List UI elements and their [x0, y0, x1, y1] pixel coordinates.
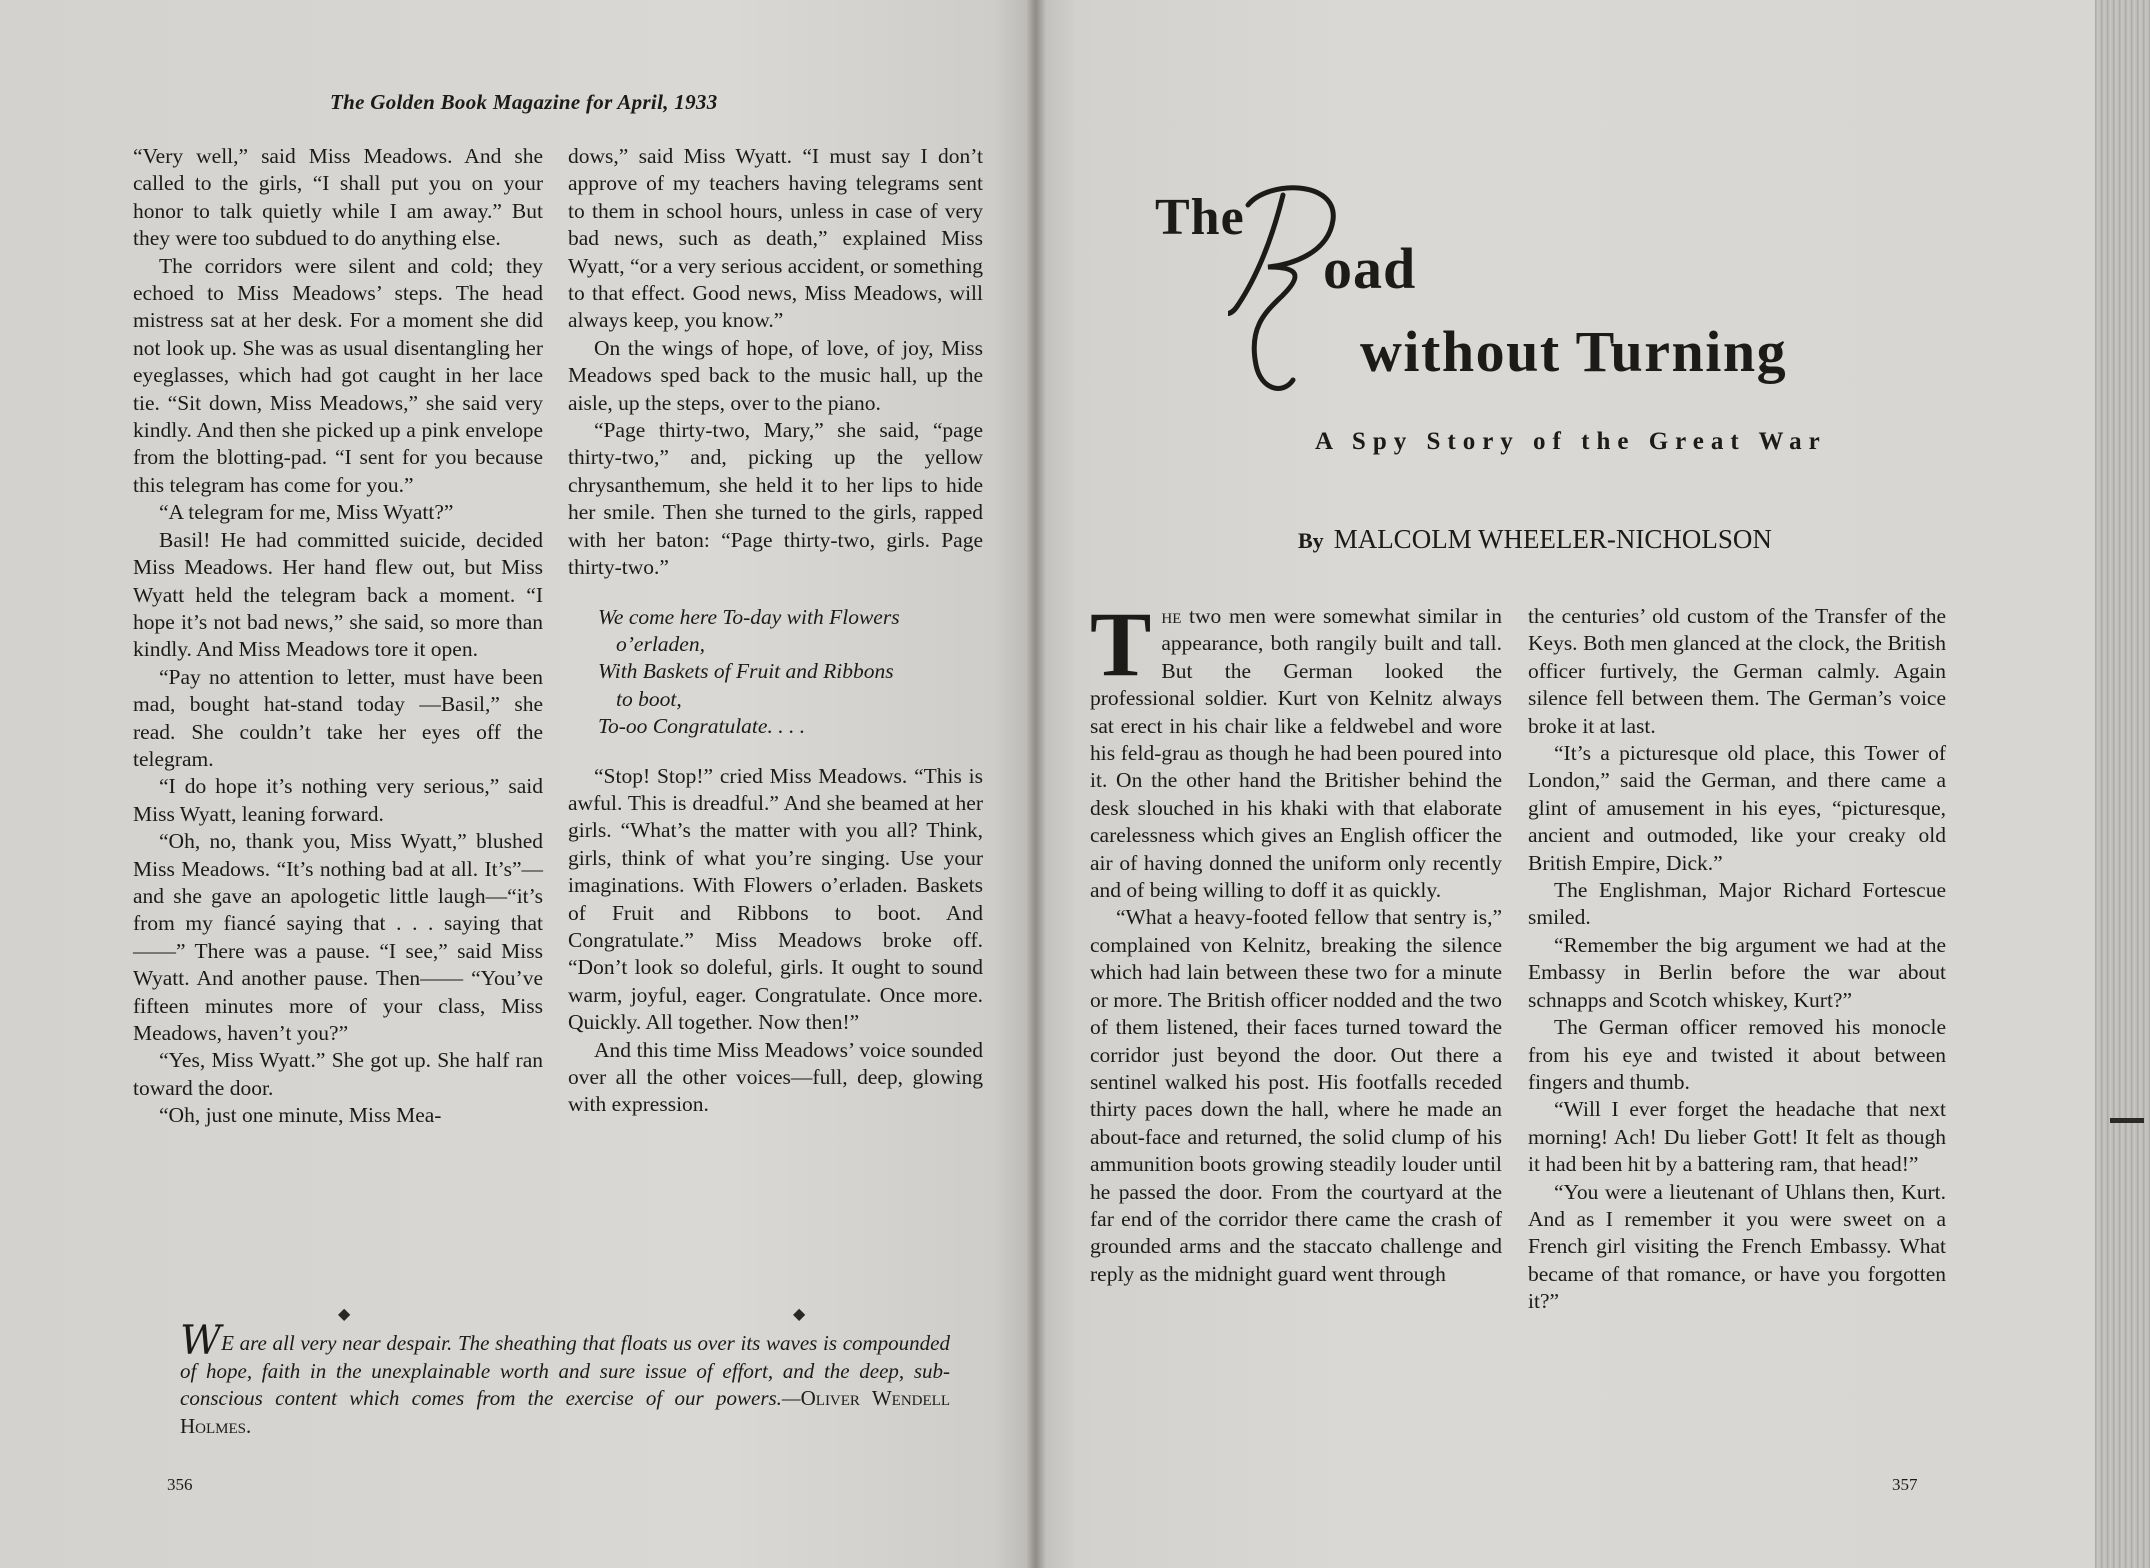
verse-line: to boot, [616, 686, 682, 711]
quote-initial: W [180, 1318, 222, 1364]
edge-marker [2110, 1118, 2144, 1123]
quote-text: E are all very near despair. The sheathing that floats us over its waves is compounded of hope, faith in the unexplainable worth and sure issue of effort, and the deep, sub-conscious content which comes from the exercise of our powers.— [180, 1331, 950, 1411]
paragraph: The Englishman, Major Richard Fortescue smiled. [1528, 878, 1946, 930]
title-the: The [1155, 189, 1245, 246]
paragraph: “Oh, just one minute, Miss Mea- [159, 1103, 442, 1128]
paragraph: “Yes, Miss Wyatt.” She got up. She half ran toward the door. [133, 1048, 543, 1100]
title-road: oad [1323, 236, 1417, 301]
lead-small-caps: he [1161, 604, 1182, 628]
story-subtitle: A Spy Story of the Great War [1315, 428, 1827, 455]
page-number: 357 [1892, 1475, 1918, 1494]
verse-line: o’erladen, [616, 631, 705, 656]
paragraph: “Very well,” said Miss Meadows. And she called to the girls, “I shall put you on your honor to talk quietly while I am away.” But they were too subdued to do anything else. [133, 144, 543, 251]
byline-by: By [1298, 528, 1324, 553]
quote-attribution: Oliver Wendell Holmes. [180, 1386, 950, 1438]
paragraph: “Page thirty-two, Mary,” she said, “page thirty-two,” and, picking up the yellow chrysanthemum, she held it to her lips to hide her smile. Then she turned to the girls, rapped with her baton: “Page thirty-two, girls. Page thirty-two.” [568, 418, 983, 580]
paragraph: On the wings of hope, of love, of joy, Miss Meadows sped back to the music hall, up the aisle, up the steps, over to the piano. [568, 335, 983, 415]
paragraph: “You were a lieutenant of Uhlans then, Kurt. And as I remember it you were sweet on a French girl visiting the French Embassy. What became of that romance, or have you forgotten it?” [1528, 1179, 1946, 1314]
paragraph: And this time Miss Meadows’ voice sounded over all the other voices—full, deep, glowing with expression. [568, 1037, 983, 1117]
book-gutter [1026, 0, 1046, 1568]
paragraph: dows,” said Miss Wyatt. “I must say I don’t approve of my teachers having telegrams sent to them in school hours, unless in case of very bad news, such as death,” explained Miss Wyatt, “or a very serious accident, or something to that effect. Good news, Miss Meadows, will always keep, you know.” [568, 144, 983, 333]
running-head: The Golden Book Magazine for April, 1933 [330, 90, 718, 114]
author-byline [1298, 524, 1772, 555]
verse-line: We come here To-day with Flowers [598, 604, 900, 629]
left-page-column-2 [568, 143, 983, 1119]
paragraph: “Stop! Stop!” cried Miss Meadows. “This is awful. This is dreadful.” And she beamed at her girls. “What’s the matter with you all? Think, girls, think of what you’re singing. Use your imaginations. With Flowers o’erladen. Baskets of Fruit and Ribbons to boot. And Congratulate.” Miss Meadows broke off. “Don’t look so doleful, girls. It ought to sound warm, joyful, eager. Congratulate. Once more. Quickly. All together. Now then!” [568, 763, 983, 1035]
paragraph: “Remember the big argument we had at the Embassy in Berlin before the war about schnapps and Scotch whiskey, Kurt?” [1528, 932, 1946, 1012]
song-verse [568, 604, 983, 741]
paragraph: The German officer removed his monocle from his eye and twisted it about between fingers and thumb. [1528, 1015, 1946, 1094]
title-without-turning: without Turning [1360, 319, 1788, 384]
left-page [0, 0, 1035, 1568]
diamond-ornament-icon: ◆ [338, 1306, 351, 1323]
paragraph: The corridors were silent and cold; they echoed to Miss Meadows’ steps. The head mistress sat at her desk. For a moment she did not look up. She was as usual disentangling her eyeglasses, which had got caught in her lace tie. “Sit down, Miss Meadows,” she said very kindly. And then she picked up a pink envelope from the blotting-pad. “I sent for you because this telegram has come for you.” [133, 253, 543, 497]
paragraph [1090, 593, 1502, 904]
verse-line: To-oo Congratulate. . . . [598, 714, 806, 739]
paragraph: the centuries’ old custom of the Transfer of the Keys. Both men glanced at the clock, the British officer furtively, the German calmly. Again silence fell between them. The German’s voice broke it at last. [1528, 604, 1946, 738]
paragraph: “What a heavy-footed fellow that sentry is,” complained von Kelnitz, breaking the silence which had lain between these two for a minute or more. The British officer nodded and the two of them listened, their faces turned toward the corridor just beyond the door. Out there a sentinel walked his post. His footfalls receded thirty paces down the hall, where he made an about-face and returned, the solid clump of his ammunition boots growing steadily louder until he passed the door. From the courtyard at the far end of the corridor there came the crash of grounded arms and the staccato challenge and reply as the midnight guard went through [1090, 905, 1502, 1286]
right-page-column-2 [1528, 603, 1946, 1316]
page-number: 356 [167, 1475, 193, 1494]
paragraph: “Oh, no, thank you, Miss Wyatt,” blushed Miss Meadows. “It’s nothing bad at all. It’s”—and she gave an apologetic little laugh—“it’s from my fiancé saying that . . . saying that——” There was a pause. “I see,” said Miss Wyatt. And another pause. Then—— “You’ve fifteen minutes more of your class, Miss Meadows, haven’t you?” [133, 829, 543, 1045]
verse-line: With Baskets of Fruit and Ribbons [598, 659, 894, 684]
paragraph: “Pay no attention to letter, must have been mad, bought hat-stand today —Basil,” she read. She couldn’t take her eyes off the telegram. [133, 664, 543, 771]
diamond-ornament-icon: ◆ [793, 1306, 806, 1323]
holmes-quotation [180, 1318, 950, 1440]
paragraph: “Will I ever forget the headache that next morning! Ach! Du lieber Gott! It felt as though it had been hit by a battering ram, that head!” [1528, 1097, 1946, 1177]
right-page-column-1 [1090, 593, 1502, 1288]
paragraph-text: two men were somewhat similar in appearance, both rangily built and tall. But the German looked the professional soldier. Kurt von Kelnitz always sat erect in his chair like a feldwebel and wore his feld-grau as though he had been poured into it. On the other hand the Britisher behind the desk slouched in his khaki with that elaborate carelessness which gives an English officer the air of having donned the uniform only recently and of being willing to doff it as quickly. [1090, 604, 1502, 903]
paragraph: Basil! He had committed suicide, decided Miss Meadows. Her hand flew out, but Miss Wyatt held the telegram back a moment. “I hope it’s not bad news,” she said, so more than kindly. And Miss Meadows tore it open. [133, 527, 543, 662]
left-page-column-1 [133, 143, 543, 1130]
paragraph: “A telegram for me, Miss Wyatt?” [159, 500, 454, 525]
book-page-edges [2095, 0, 2150, 1568]
author-name: MALCOLM WHEELER-NICHOLSON [1333, 524, 1772, 554]
paragraph: “I do hope it’s nothing very serious,” said Miss Wyatt, leaning forward. [133, 774, 543, 826]
paragraph: “It’s a picturesque old place, this Tower of London,” said the German, and there came a glint of amusement in his eyes, “picturesque, ancient and outmoded, like your creaky old British Empire, Dick.” [1528, 741, 1946, 875]
drop-cap: T [1090, 593, 1152, 695]
